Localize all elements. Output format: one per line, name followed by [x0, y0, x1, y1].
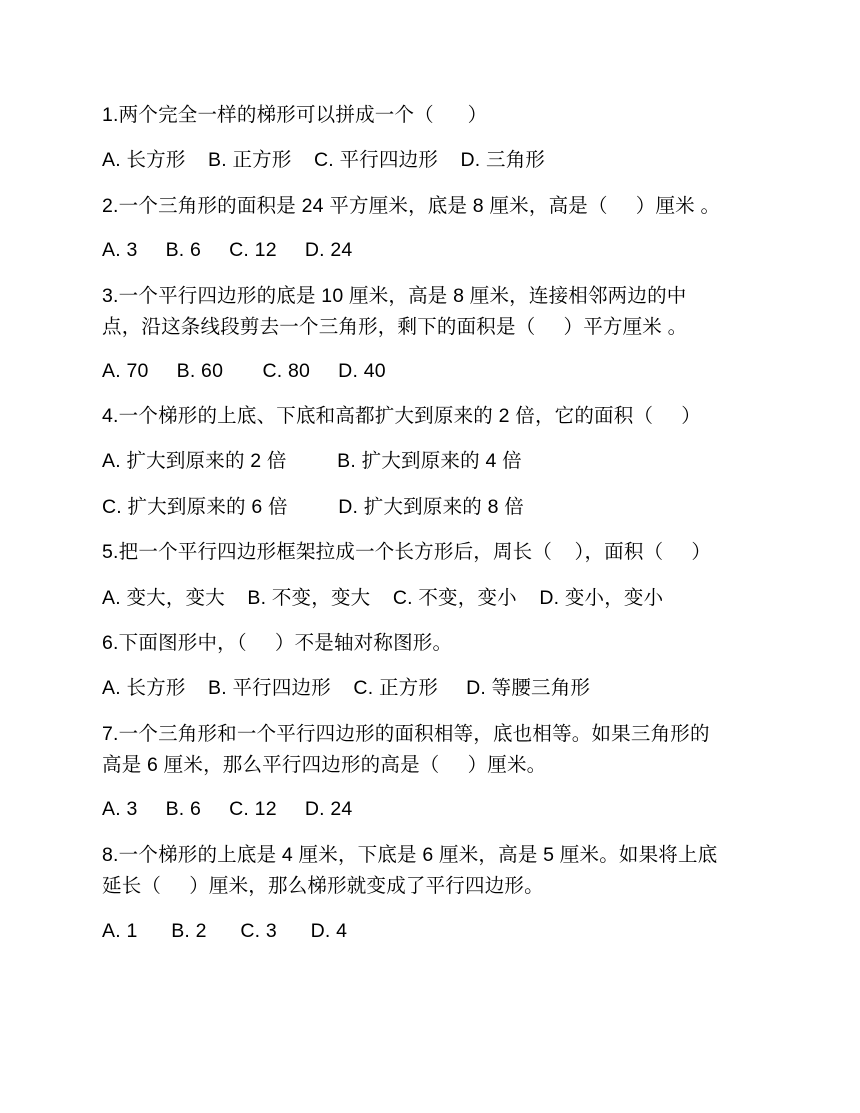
question-7-line-1: 7.一个三角形和一个平行四边形的面积相等，底也相等。如果三角形的	[102, 723, 710, 745]
question-3-line-2: 点，沿这条线段剪去一个三角形，剩下的面积是（ ）平方厘米 。	[102, 316, 688, 338]
question-1-options: A. 长方形 B. 正方形 C. 平行四边形 D. 三角形	[102, 149, 546, 171]
question-8-line-1: 8.一个梯形的上底是 4 厘米，下底是 6 厘米，高是 5 厘米。如果将上底	[102, 844, 718, 866]
question-4: 4.一个梯形的上底、下底和高都扩大到原来的 2 倍，它的面积（ ）	[102, 405, 701, 427]
question-5-options: A. 变大，变大 B. 不变，变大 C. 不变，变小 D. 变小，变小	[102, 587, 664, 609]
question-3-options: A. 70 B. 60 C. 80 D. 40	[102, 360, 386, 382]
question-4-options-row-1: A. 扩大到原来的 2 倍 B. 扩大到原来的 4 倍	[102, 450, 522, 472]
question-3-line-1: 3.一个平行四边形的底是 10 厘米，高是 8 厘米，连接相邻两边的中	[102, 285, 687, 307]
question-8-line-2: 延长（ ）厘米，那么梯形就变成了平行四边形。	[102, 875, 544, 897]
question-2: 2.一个三角形的面积是 24 平方厘米，底是 8 厘米，高是（ ）厘米 。	[102, 195, 721, 217]
question-6: 6.下面图形中，（ ）不是轴对称图形。	[102, 632, 453, 654]
question-2-options: A. 3 B. 6 C. 12 D. 24	[102, 239, 353, 261]
question-7-line-2: 高是 6 厘米，那么平行四边形的高是（ ）厘米。	[102, 754, 547, 776]
question-8-options: A. 1 B. 2 C. 3 D. 4	[102, 920, 348, 942]
question-6-options: A. 长方形 B. 平行四边形 C. 正方形 D. 等腰三角形	[102, 677, 591, 699]
question-4-options-row-2: C. 扩大到原来的 6 倍 D. 扩大到原来的 8 倍	[102, 496, 524, 518]
question-1: 1.两个完全一样的梯形可以拼成一个（ ）	[102, 104, 488, 126]
question-7-options: A. 3 B. 6 C. 12 D. 24	[102, 798, 353, 820]
question-5: 5.把一个平行四边形框架拉成一个长方形后，周长（ ），面积（ ）	[102, 541, 712, 563]
